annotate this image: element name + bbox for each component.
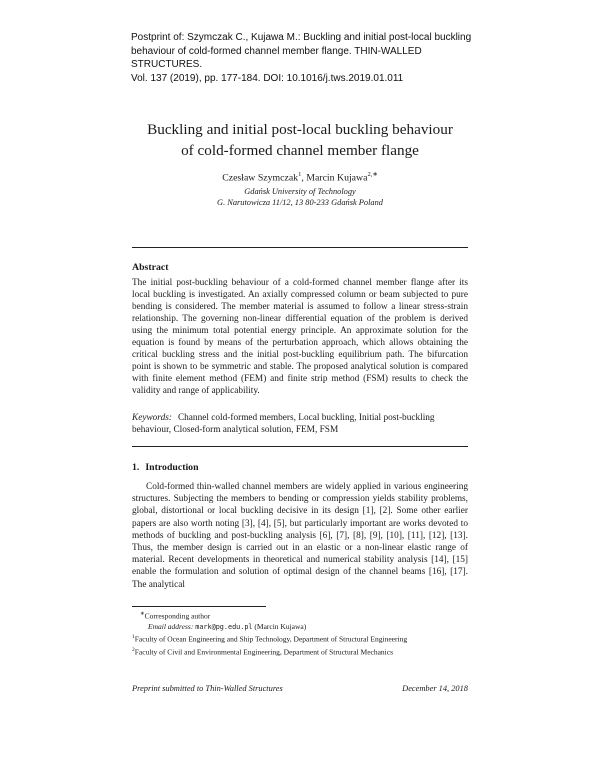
footnote-1-mark: 1	[132, 634, 135, 641]
affiliation-address: G. Narutowicza 11/12, 13 80-233 Gdańsk Poland	[217, 198, 383, 207]
affiliation-university: Gdańsk University of Technology	[244, 187, 356, 196]
abstract-bottom-rule	[132, 446, 468, 447]
postprint-notice	[131, 31, 491, 85]
footer-date: December 14, 2018	[402, 684, 468, 693]
section-number: 1.	[132, 462, 140, 473]
postprint-line-3: Vol. 137 (2019), pp. 177-184. DOI: 10.1016/j.tws.2019.01.011	[131, 72, 404, 84]
keywords-text: Channel cold-formed members, Local buckling, Initial post-buckling behaviour, Closed-form analytical solution, FEM, FSM	[132, 413, 435, 436]
postprint-line-1: Postprint of: Szymczak C., Kujawa M.: Buckling and initial post-local buckling	[131, 32, 472, 43]
author-1-affiliation-mark: 1	[298, 171, 302, 178]
author-2-affiliation-mark: 2,∗	[367, 171, 378, 178]
title-line-1: Buckling and initial post-local buckling behaviour	[147, 121, 453, 138]
author-2: Marcin Kujawa	[306, 172, 368, 184]
footnote-2-text: Faculty of Civil and Environmental Engineering, Department of Structural Mechanics	[134, 647, 394, 657]
postprint-line-2: behaviour of cold-formed channel member flange. THIN-WALLED STRUCTURES.	[131, 45, 422, 70]
footnote-2	[132, 645, 480, 658]
email-owner: (Marcin Kujawa)	[254, 621, 307, 631]
footnote-corresponding-text: Corresponding author	[144, 611, 211, 621]
footnote-rule	[132, 606, 266, 607]
abstract-heading: Abstract	[132, 262, 169, 273]
email-address[interactable]: mark@pg.edu.pl	[195, 622, 253, 631]
section-title: Introduction	[145, 462, 199, 473]
footnote-email	[140, 622, 480, 632]
section-heading-introduction	[132, 462, 199, 473]
abstract-top-rule	[132, 247, 468, 248]
paper-title	[0, 120, 600, 161]
abstract-body: The initial post-buckling behaviour of a cold-formed channel member flange after its local buckling is investigated. An axially compressed column or beam subjected to pure bending is considered. The member material is assumed to follow a linear stress-strain relationship. The governing non-linear differential equation of the problem is derived using the minimum total potential energy principle. An approximate solution for the equation is found by means of the perturbation approach, which allows obtaining the critical buckling stress and the initial post-buckling equilibrium path. The bifurcation point is shown to be symmetric and stable. The proposed analytical solution is compared with finite element method (FEM) and finite strip method (FSM) results to check the validity and range of applicability.	[132, 278, 468, 397]
email-label: Email address:	[148, 621, 194, 631]
keywords	[132, 412, 468, 436]
author-1: Czesław Szymczak	[222, 172, 299, 184]
footnote-corresponding	[140, 609, 480, 622]
footnote-1-text: Faculty of Ocean Engineering and Ship Technology, Department of Structural Engineering	[134, 634, 408, 644]
author-separator: ,	[301, 172, 307, 184]
keywords-label: Keywords:	[132, 413, 172, 423]
title-line-2: of cold-formed channel member flange	[181, 141, 419, 159]
introduction-body: Cold-formed thin-walled channel members are widely applied in various engineering structures. Subjecting the members to bending or compression yields stability problems, global, distortional or local buckling decisive in its design [1], [2]. Some other earlier papers are also worth noting [3], [4], [5], but particularly important are works devoted to methods of buckling and post-buckling analysis [6], [7], [8], [9], [10], [11], [12], [13]. Thus, the member design is carried out in an elastic or a non-linear elastic range of material. Recent developments in theoretical and numerical stability analysis [14], [15] enable the formulation and solution of optimal design of the channel beams [16], [17]. The analytical	[132, 482, 468, 590]
author-list	[0, 170, 600, 183]
footnote-corresponding-mark: ∗	[140, 611, 145, 617]
footnotes	[132, 609, 480, 658]
footnote-1	[132, 632, 480, 645]
footer-preprint-note: Preprint submitted to Thin-Walled Structures	[132, 684, 283, 693]
footnote-2-mark: 2	[132, 647, 135, 654]
